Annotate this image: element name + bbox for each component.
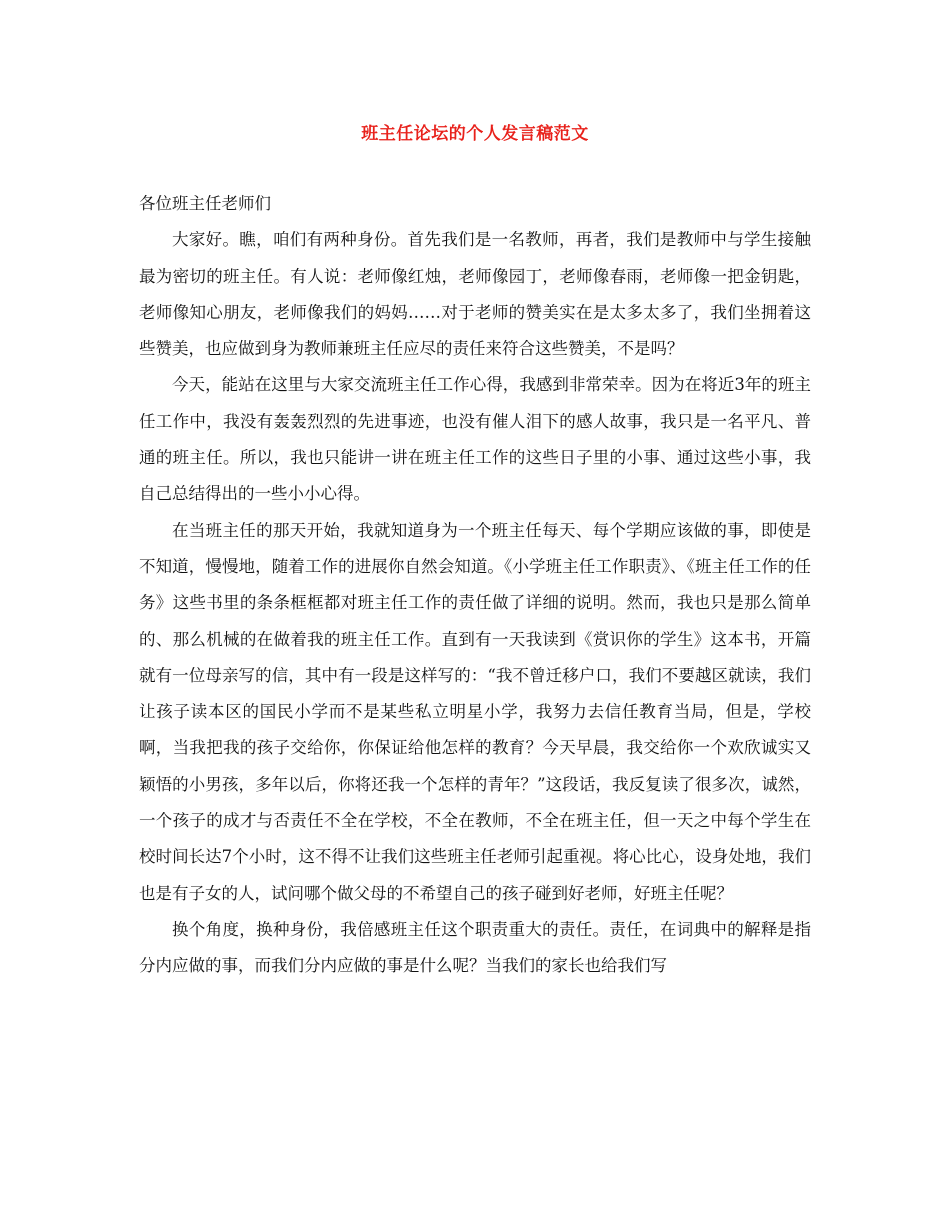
document-title: 班主任论坛的个人发言稿范文 (361, 124, 589, 144)
salutation: 各位班主任老师们 (139, 194, 271, 213)
paragraph-3: 在当班主任的那天开始，我就知道身为一个班主任每天、每个学期应该做的事，即使是不知道，慢慢地，随着工作的进展你自然会知道。《小学班主任工作职责》、《班主任工作的任务》这些书里的条条框框都对班主任工作的责任做了详细的说明。然而，我也只是那么简单的、那么机械的在做着我的班主任工作。直到有一天我读到《赏识你的学生》这本书，开篇就有一位母亲写的信，其中有一段是这样写的：“我不曾迁移户口，我们不要越区就读，我们让孩子读本区的国民小学而不是某些私立明星小学，我努力去信任教育当局，但是，学校啊，当我把我的孩子交给你，你保证给他怎样的教育？今天早晨，我交给你一个欢欣诚实又颖悟的小男孩，多年以后，你将还我一个怎样的青年？”这段话，我反复读了很多次，诚然，一个孩子的成才与否责任不全在学校，不全在教师，不全在班主任，但一天之中每个学生在校时间长达7个小时，这不得不让我们这些班主任老师引起重视。将心比心，设身处地，我们也是有子女的人，试问哪个做父母的不希望自己的孩子碰到好老师，好班主任呢？ (139, 520, 811, 903)
paragraph-4: 换个角度，换种身份，我倍感班主任这个职责重大的责任。责任，在词典中的解释是指分内应做的事，而我们分内应做的事是什么呢？当我们的家长也给我们写 (139, 919, 811, 976)
paragraph-1: 大家好。瞧，咱们有两种身份。首先我们是一名教师，再者，我们是教师中与学生接触最为密切的班主任。有人说：老师像红烛，老师像园丁，老师像春雨，老师像一把金钥匙，老师像知心朋友，老师像我们的妈妈……对于老师的赞美实在是太多太多了，我们坐拥着这些赞美，也应做到身为教师兼班主任应尽的责任来符合这些赞美，不是吗？ (139, 230, 811, 359)
document-body (139, 186, 811, 985)
paragraph-2: 今天，能站在这里与大家交流班主任工作心得，我感到非常荣幸。因为在将近3年的班主任工作中，我没有轰轰烈烈的先进事迹，也没有催人泪下的感人故事，我只是一名平凡、普通的班主任。所以，我也只能讲一讲在班主任工作的这些日子里的小事、通过这些小事，我自己总结得出的一些小小心得。 (139, 375, 811, 504)
